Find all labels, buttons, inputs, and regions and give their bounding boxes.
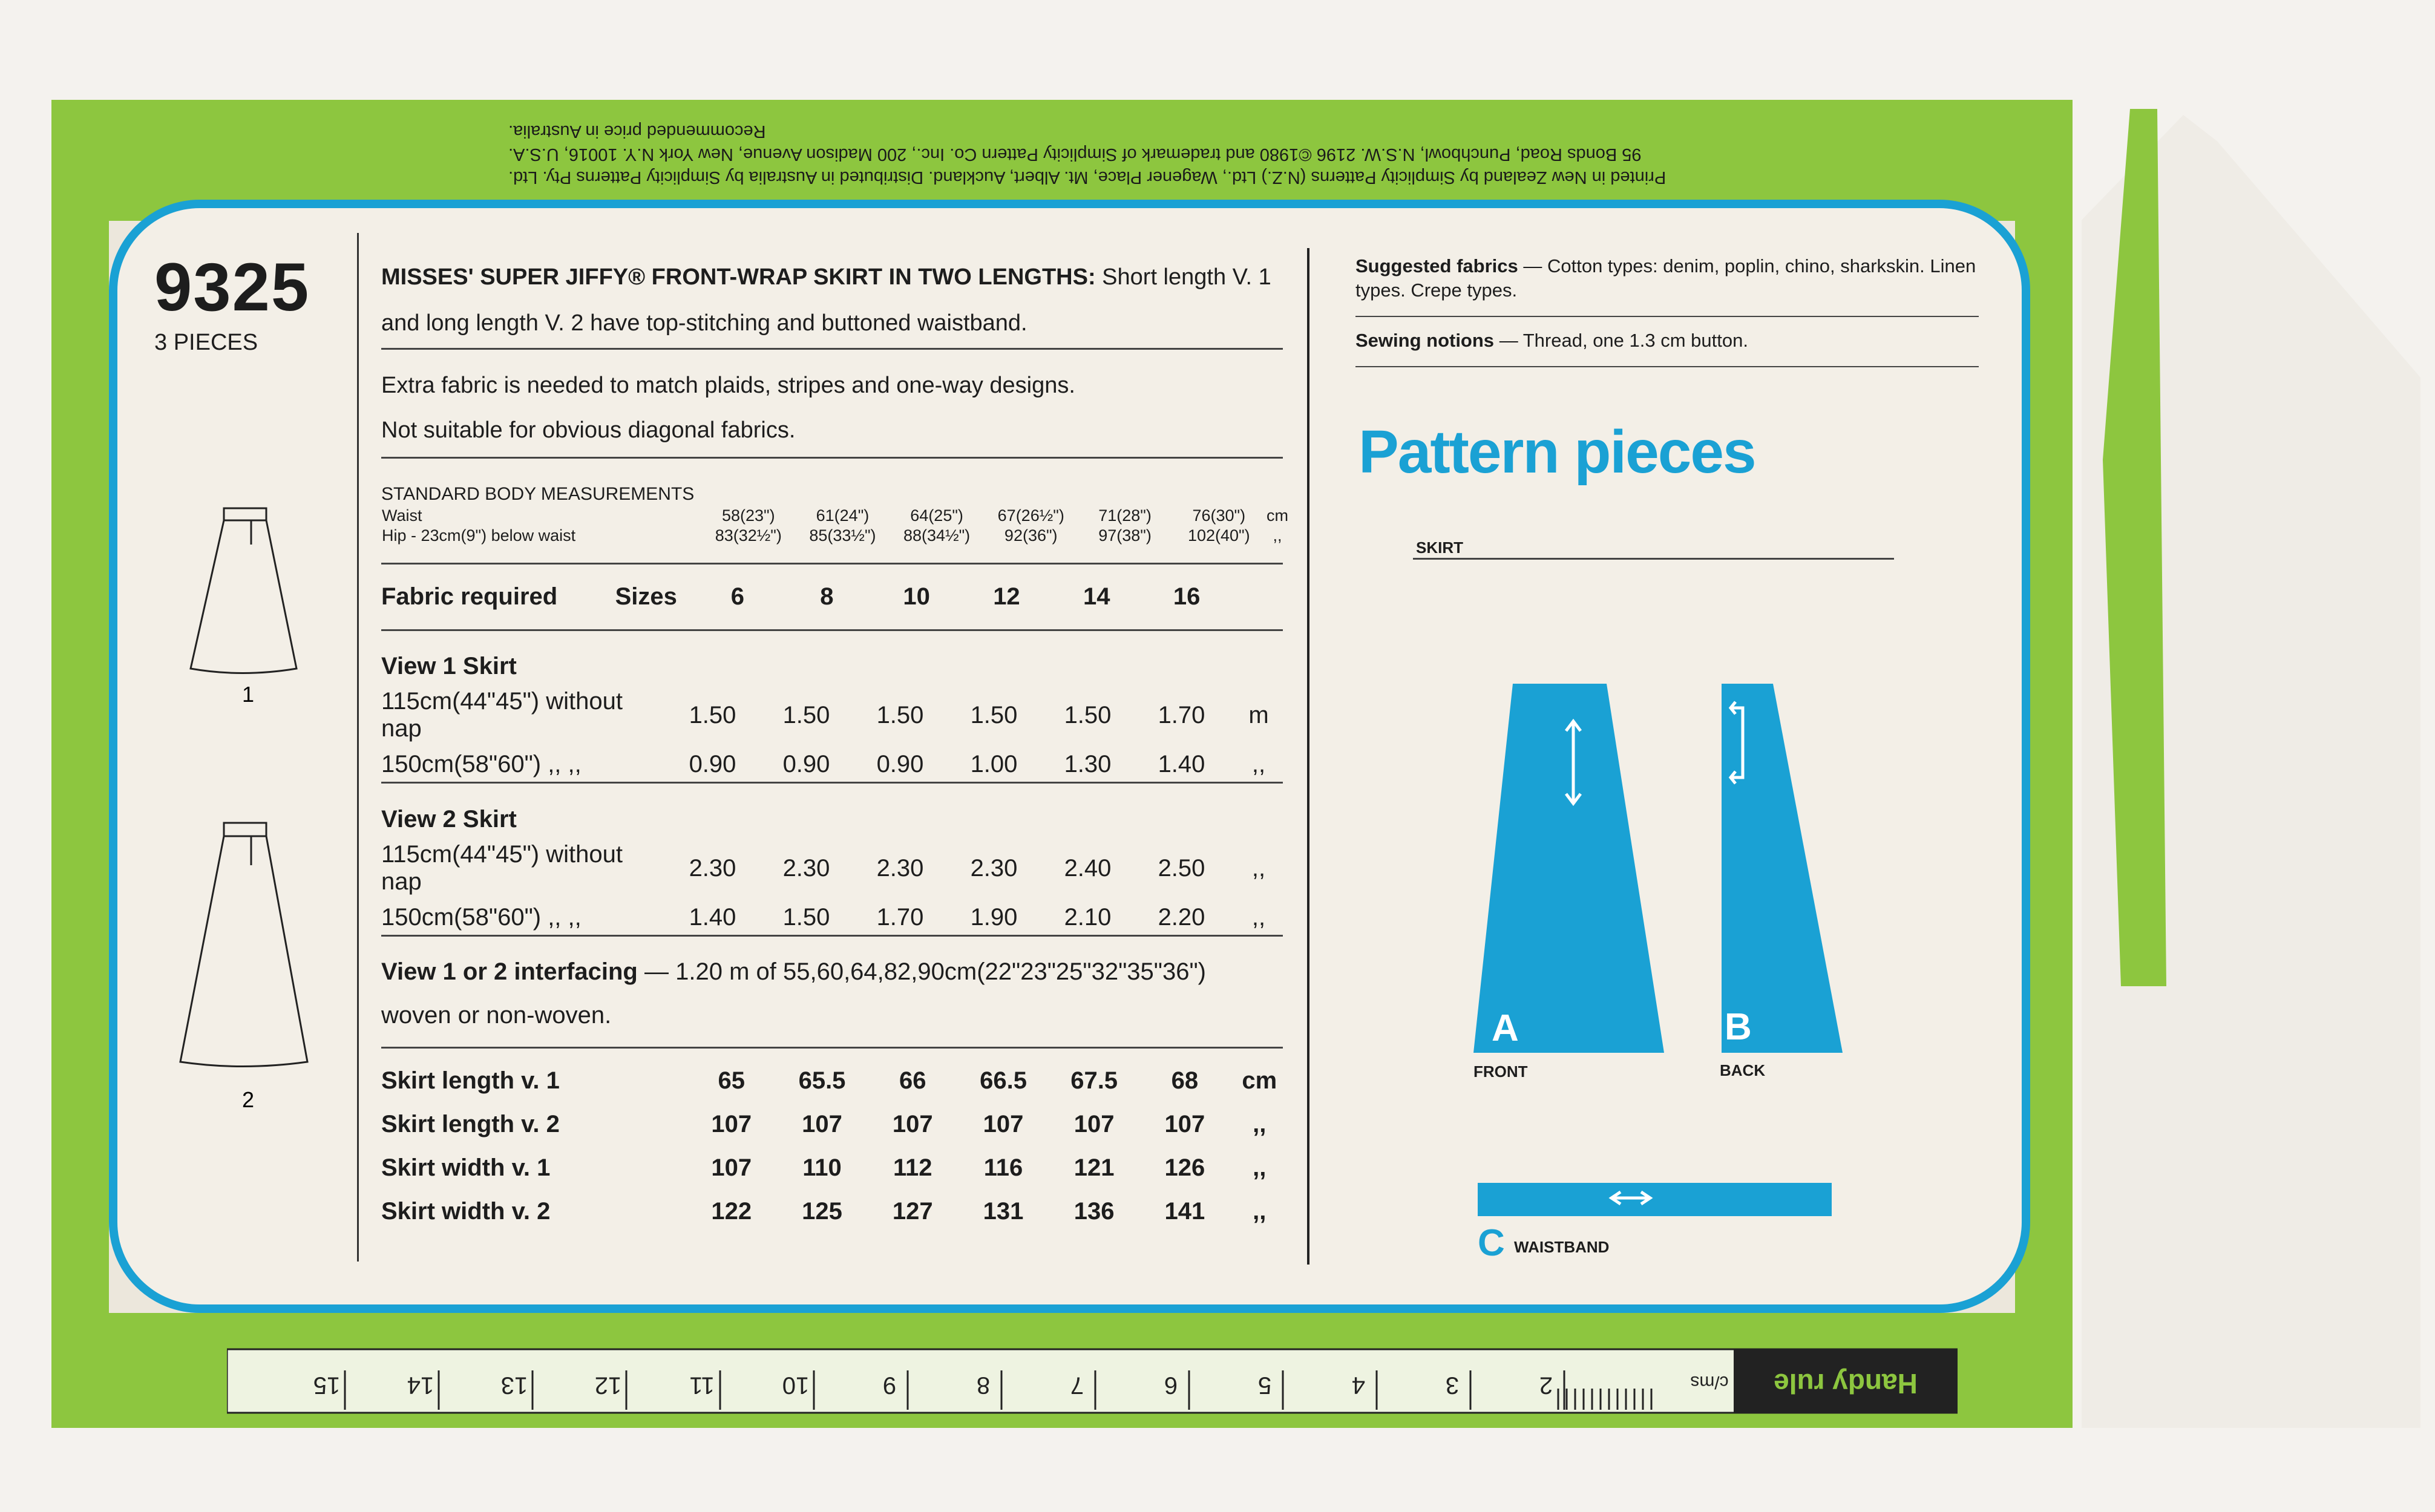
hip-value: 92(36") [1004, 526, 1058, 545]
finished-value: 116 [983, 1154, 1023, 1181]
rule-number: 11 [689, 1372, 715, 1399]
view2-skirt [180, 836, 307, 1067]
yardage: 2.40 [1064, 854, 1112, 882]
hip-value: 102(40") [1187, 526, 1250, 545]
divider [381, 563, 1283, 565]
yardage: 2.10 [1064, 903, 1112, 931]
divider [381, 935, 1283, 937]
finished-value: 107 [1164, 1110, 1205, 1137]
yardage: 1.50 [876, 701, 924, 728]
piece-c-name: WAISTBAND [1514, 1238, 1610, 1256]
handy-rule [227, 1346, 1958, 1419]
view2-title: View 2 Skirt [381, 805, 517, 833]
finished-value: 136 [1073, 1197, 1115, 1225]
view1-waistband [224, 508, 266, 520]
yardage: 0.90 [689, 750, 736, 777]
piece-a-name: FRONT [1473, 1062, 1528, 1081]
hip-label: Hip - 23cm(9") below waist [382, 526, 576, 545]
rule-number: 9 [882, 1372, 897, 1399]
view1-label: 1 [242, 682, 255, 707]
fabric-width-label: 115cm(44"45") without nap [381, 841, 623, 895]
measurements-heading: STANDARD BODY MEASUREMENTS [381, 484, 695, 504]
rule-number: 10 [782, 1372, 810, 1399]
finished-value: 107 [711, 1110, 752, 1137]
description [381, 254, 1289, 346]
note: Not suitable for obvious diagonal fabrics. [381, 417, 796, 443]
rule-number: 12 [594, 1372, 622, 1399]
suggested-text: — Cotton types: denim, poplin, chino, sharkskin. Linen types. Crepe types. [1355, 255, 1976, 301]
finished-value: 122 [711, 1197, 752, 1225]
divider [381, 348, 1283, 350]
note: Extra fabric is needed to match plaids, stripes and one-way designs. [381, 373, 1075, 398]
fabric-required-label: Fabric required [381, 583, 558, 610]
size-header: 10 [903, 583, 930, 610]
yardage: 2.30 [876, 854, 924, 882]
unit: ,, [1251, 854, 1266, 882]
divider [381, 1047, 1283, 1049]
yardage: 1.50 [782, 903, 830, 931]
waist-value: 76(30") [1192, 506, 1246, 525]
finished-value: 107 [983, 1110, 1024, 1137]
view2-waistband [224, 823, 266, 836]
unit: ,, [1253, 1110, 1267, 1137]
rule-number: 2 [1539, 1372, 1553, 1399]
rule-number: 7 [1070, 1372, 1084, 1399]
column-divider [1307, 248, 1309, 1265]
interfacing-title: View 1 or 2 interfacing [381, 958, 638, 985]
description-text: Short length V. 1 [1102, 264, 1271, 290]
piece-b-back [1722, 684, 1843, 1053]
hip-value: 97(38") [1098, 526, 1152, 545]
unit: cm [1242, 1067, 1277, 1094]
waist-value: 67(26½") [997, 506, 1064, 525]
piece-c-waistband [1478, 1183, 1832, 1216]
pattern-pieces-diagram [1464, 666, 1858, 1271]
rule-number: 5 [1257, 1372, 1272, 1399]
piece-a-letter: A [1492, 1007, 1519, 1049]
unit: cm [1267, 506, 1288, 525]
finished-value: 127 [892, 1197, 933, 1225]
piece-a-front [1473, 684, 1664, 1053]
yardage: 1.40 [689, 903, 736, 931]
view1-title: View 1 Skirt [381, 652, 517, 679]
unit: ,, [1253, 1154, 1267, 1181]
rule-number: 8 [976, 1372, 991, 1399]
finished-value: 66.5 [980, 1067, 1027, 1094]
rule-number: 4 [1351, 1372, 1366, 1399]
pieces-count: 3 PIECES [154, 330, 258, 355]
notions-text: — Thread, one 1.3 cm button. [1499, 330, 1748, 351]
imprint-line: 95 Bonds Road, Punchbowl, N.S.W. 2196 ©1980 and trademark of Simplicity Pattern Co. Inc., 200 Madison Avenue, New York N.Y. 10016, U.S.A. [508, 145, 1642, 164]
yardage: 0.90 [782, 750, 830, 777]
view1-skirt [191, 520, 297, 673]
waist-value: 58(23") [722, 506, 775, 525]
finished-value: 141 [1164, 1197, 1205, 1225]
notions-label: Sewing notions [1355, 330, 1495, 351]
finished-value: 121 [1073, 1154, 1115, 1181]
divider [1413, 558, 1894, 560]
yardage: 1.90 [970, 903, 1018, 931]
interfacing [381, 950, 1289, 1037]
waist-value: 64(25") [910, 506, 963, 525]
size-header: 6 [730, 583, 744, 610]
description-text: and long length V. 2 have top-stitching and buttoned waistband. [381, 310, 1027, 336]
interfacing-text: — 1.20 m of 55,60,64,82,90cm(22"23"25"32"35"36") [644, 958, 1206, 985]
imprint-line: Recommended price in Australia. [508, 122, 766, 141]
yardage: 1.30 [1064, 750, 1112, 777]
finished-value: 66 [899, 1067, 926, 1094]
view1-table [381, 644, 1289, 786]
yardage: 2.30 [689, 854, 736, 882]
unit: ,, [1253, 1197, 1267, 1225]
finished-value: 125 [802, 1197, 842, 1225]
rule-unit: c/ms [1690, 1372, 1729, 1393]
finished-value: 65 [718, 1067, 745, 1094]
fabric-width-label: 150cm(58"60") ,, ,, [381, 750, 582, 777]
fabric-width-label: 115cm(44"45") without nap [381, 688, 623, 742]
pattern-pieces-title: Pattern pieces [1358, 418, 1755, 486]
finished-value: 112 [893, 1154, 932, 1181]
description-title: MISSES' SUPER JIFFY® FRONT-WRAP SKIRT IN TWO LENGTHS: [381, 264, 1096, 290]
rule-number: 13 [500, 1372, 528, 1399]
yardage: 1.50 [970, 701, 1018, 728]
yardage: 2.20 [1158, 903, 1205, 931]
yardage: 2.30 [782, 854, 830, 882]
finished-label: Skirt width v. 2 [381, 1197, 551, 1225]
divider [381, 457, 1283, 459]
unit: ,, [1273, 526, 1282, 545]
finished-value: 65.5 [798, 1067, 846, 1094]
column-divider [357, 233, 359, 1262]
rule-label: Handy rule [1774, 1367, 1918, 1399]
divider [1355, 316, 1979, 317]
hip-value: 88(34½") [903, 526, 971, 545]
sewing-notions [1355, 330, 1748, 352]
waist-label: Waist [382, 506, 422, 525]
divider [381, 629, 1283, 631]
interfacing-text: woven or non-woven. [381, 1002, 612, 1029]
view-sketches [175, 496, 333, 1131]
finished-value: 67.5 [1070, 1067, 1118, 1094]
yardage: 1.50 [689, 701, 736, 728]
finished-label: Skirt length v. 1 [381, 1067, 560, 1094]
left-green-band [51, 100, 109, 1428]
yardage: 1.70 [1158, 701, 1205, 728]
fabric-table [381, 575, 1289, 618]
finished-value: 107 [1073, 1110, 1115, 1137]
finished-value: 126 [1164, 1154, 1205, 1181]
fabric-width-label: 150cm(58"60") ,, ,, [381, 903, 582, 931]
view2-table [381, 797, 1289, 939]
finished-value: 110 [802, 1154, 842, 1181]
size-header: 8 [820, 583, 834, 610]
hip-value: 83(32½") [715, 526, 782, 545]
skirt-group-label: SKIRT [1416, 538, 1463, 557]
hip-value: 85(33½") [809, 526, 876, 545]
pattern-number: 9325 [154, 249, 310, 325]
waist-value: 71(28") [1098, 506, 1152, 525]
body-measurements [381, 484, 1289, 546]
yardage: 2.50 [1158, 854, 1205, 882]
fabric-notes [381, 363, 1289, 453]
finished-value: 68 [1171, 1067, 1199, 1094]
yardage: 1.70 [876, 903, 924, 931]
yardage: 1.00 [970, 750, 1018, 777]
piece-b-letter: B [1725, 1006, 1752, 1048]
unit: ,, [1251, 903, 1266, 931]
yardage: 0.90 [876, 750, 924, 777]
yardage: 1.40 [1158, 750, 1205, 777]
suggested-fabrics [1355, 254, 1991, 303]
piece-b-name: BACK [1720, 1061, 1766, 1079]
yardage: 1.50 [1064, 701, 1112, 728]
size-header: 12 [993, 583, 1020, 610]
rule-number: 14 [407, 1372, 434, 1399]
unit: m [1248, 701, 1269, 728]
finished-label: Skirt width v. 1 [381, 1154, 551, 1181]
finished-measurements [381, 1059, 1289, 1233]
divider [1355, 366, 1979, 367]
size-header: 14 [1083, 583, 1110, 610]
finished-label: Skirt length v. 2 [381, 1110, 560, 1137]
sizes-label: Sizes [615, 583, 677, 610]
rule-number: 6 [1164, 1372, 1178, 1399]
imprint-line: Printed in New Zealand by Simplicity Patterns (N.Z.) Ltd., Wagener Place, Mt. Albert, Auckland. Distributed in Australia by Simplicity Patterns Pty. Ltd. [508, 168, 1666, 187]
yardage: 2.30 [970, 854, 1018, 882]
suggested-label: Suggested fabrics [1355, 255, 1518, 277]
finished-value: 107 [802, 1110, 842, 1137]
size-header: 16 [1173, 583, 1201, 610]
finished-value: 107 [711, 1154, 752, 1181]
piece-c-letter: C [1478, 1222, 1505, 1264]
view2-label: 2 [242, 1087, 255, 1112]
rule-number: 3 [1445, 1372, 1460, 1399]
finished-value: 131 [983, 1197, 1024, 1225]
finished-value: 107 [892, 1110, 933, 1137]
publisher-imprint [508, 120, 1961, 189]
waist-value: 61(24") [816, 506, 870, 525]
divider [381, 782, 1283, 784]
rule-number: 15 [313, 1372, 341, 1399]
unit: ,, [1251, 750, 1266, 777]
yardage: 1.50 [782, 701, 830, 728]
